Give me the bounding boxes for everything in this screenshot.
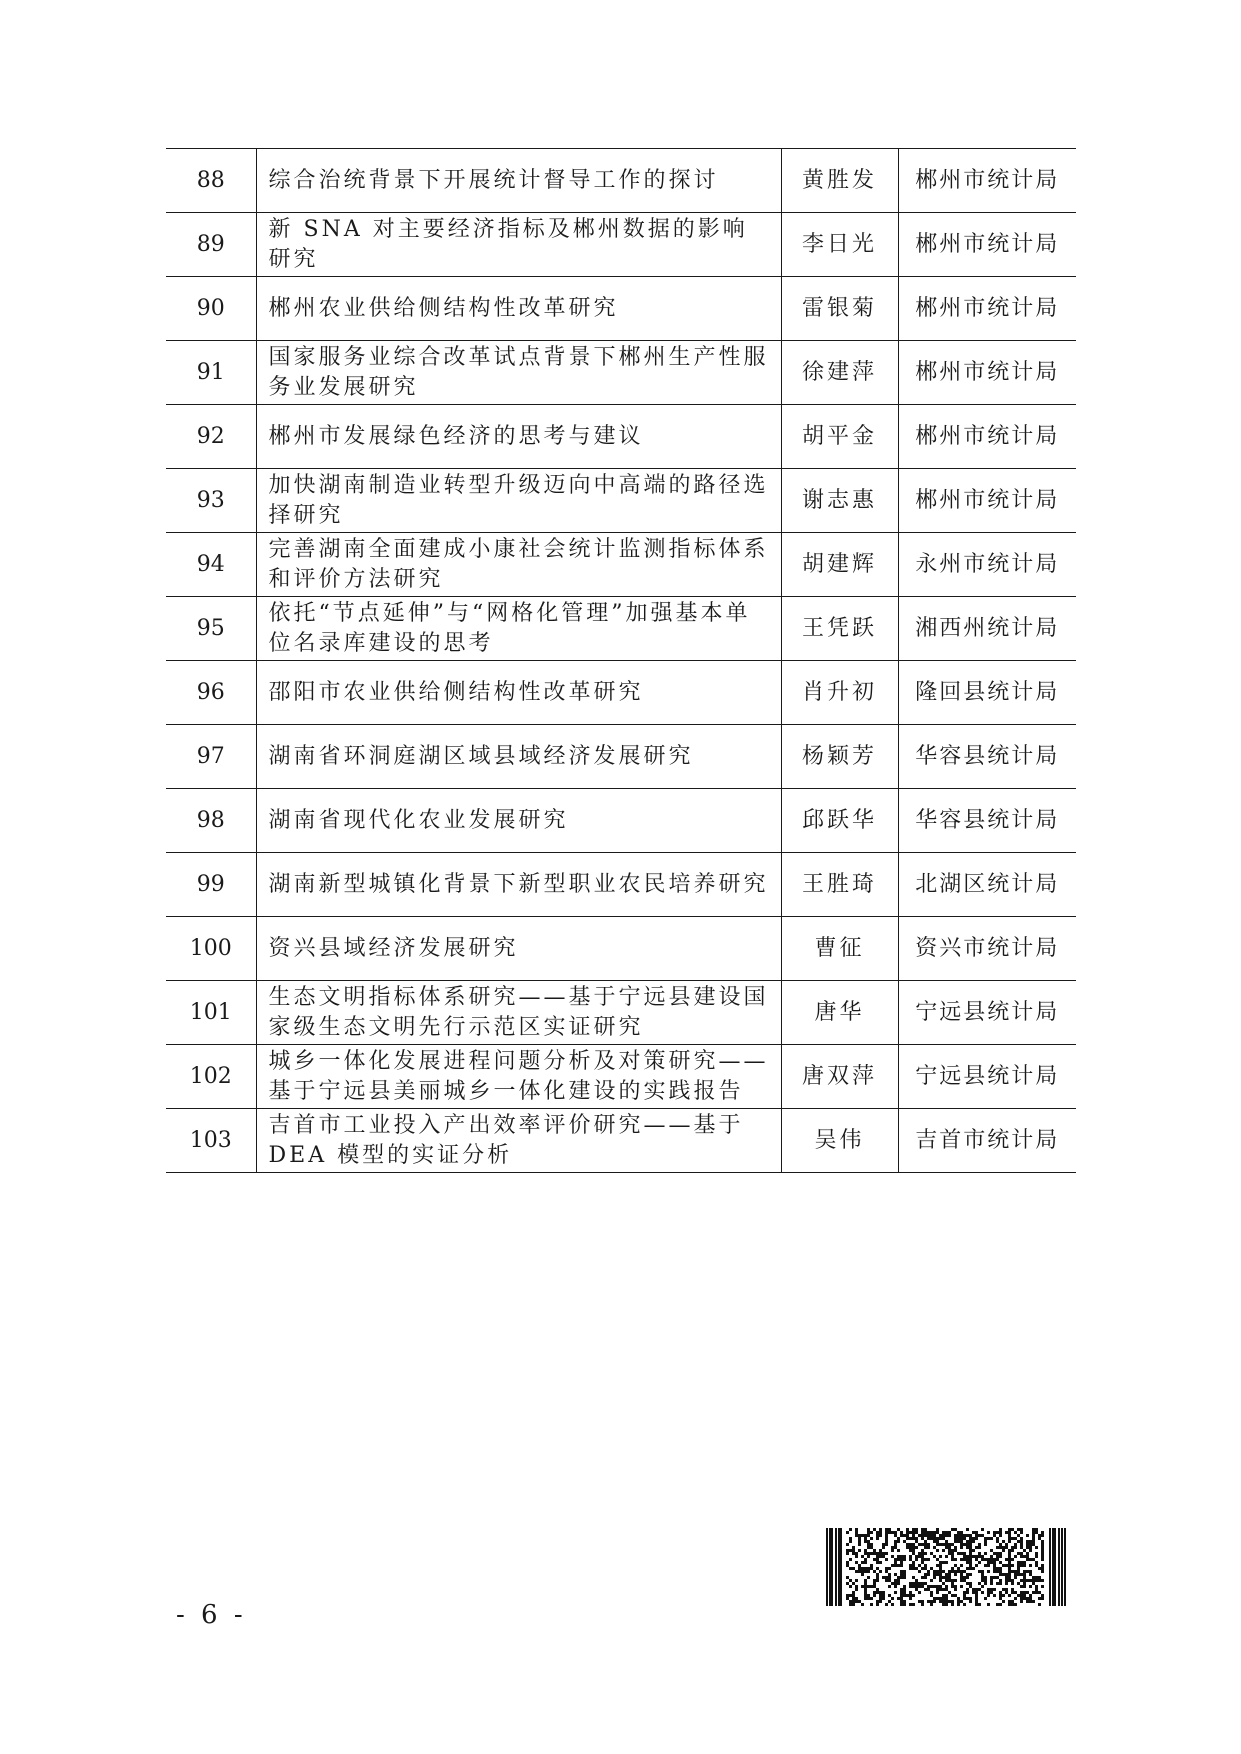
row-author: 吴伟	[781, 1109, 898, 1173]
row-author: 徐建萍	[781, 341, 898, 405]
row-title: 综合治统背景下开展统计督导工作的探讨	[256, 149, 781, 213]
row-title: 邵阳市农业供给侧结构性改革研究	[256, 661, 781, 725]
table-row	[166, 469, 1076, 533]
row-title: 湖南省现代化农业发展研究	[256, 789, 781, 853]
row-number: 92	[166, 405, 256, 469]
row-title: 湖南新型城镇化背景下新型职业农民培养研究	[256, 853, 781, 917]
row-title: 依托“节点延伸”与“网格化管理”加强基本单位名录库建设的思考	[256, 597, 781, 661]
row-author: 邱跃华	[781, 789, 898, 853]
row-title: 生态文明指标体系研究——基于宁远县建设国家级生态文明先行示范区实证研究	[256, 981, 781, 1045]
row-number: 89	[166, 213, 256, 277]
row-number: 95	[166, 597, 256, 661]
row-number: 99	[166, 853, 256, 917]
row-organization: 郴州市统计局	[898, 469, 1076, 533]
row-author: 李日光	[781, 213, 898, 277]
row-title: 湖南省环洞庭湖区域县域经济发展研究	[256, 725, 781, 789]
row-number: 90	[166, 277, 256, 341]
document-table	[166, 148, 1076, 1173]
row-organization: 吉首市统计局	[898, 1109, 1076, 1173]
row-author: 唐双萍	[781, 1045, 898, 1109]
row-number: 100	[166, 917, 256, 981]
table-row	[166, 597, 1076, 661]
table-row	[166, 725, 1076, 789]
table-row	[166, 1109, 1076, 1173]
table-row	[166, 533, 1076, 597]
table-row	[166, 917, 1076, 981]
row-organization: 郴州市统计局	[898, 277, 1076, 341]
row-organization: 华容县统计局	[898, 789, 1076, 853]
row-number: 96	[166, 661, 256, 725]
row-author: 王凭跃	[781, 597, 898, 661]
row-author: 雷银菊	[781, 277, 898, 341]
row-title: 完善湖南全面建成小康社会统计监测指标体系和评价方法研究	[256, 533, 781, 597]
row-author: 肖升初	[781, 661, 898, 725]
row-number: 94	[166, 533, 256, 597]
table-row	[166, 341, 1076, 405]
row-number: 97	[166, 725, 256, 789]
row-title: 加快湖南制造业转型升级迈向中高端的路径选择研究	[256, 469, 781, 533]
row-title: 城乡一体化发展进程问题分析及对策研究——基于宁远县美丽城乡一体化建设的实践报告	[256, 1045, 781, 1109]
row-number: 93	[166, 469, 256, 533]
page-number: - 6 -	[176, 1600, 247, 1630]
row-organization: 北湖区统计局	[898, 853, 1076, 917]
row-organization: 郴州市统计局	[898, 149, 1076, 213]
table-body	[166, 149, 1076, 1173]
row-organization: 郴州市统计局	[898, 213, 1076, 277]
row-author: 杨颖芳	[781, 725, 898, 789]
table-row	[166, 981, 1076, 1045]
row-organization: 隆回县统计局	[898, 661, 1076, 725]
row-author: 黄胜发	[781, 149, 898, 213]
row-organization: 资兴市统计局	[898, 917, 1076, 981]
row-number: 98	[166, 789, 256, 853]
row-organization: 湘西州统计局	[898, 597, 1076, 661]
row-organization: 郴州市统计局	[898, 341, 1076, 405]
row-title: 郴州农业供给侧结构性改革研究	[256, 277, 781, 341]
table-row	[166, 213, 1076, 277]
table-row	[166, 1045, 1076, 1109]
row-organization: 宁远县统计局	[898, 1045, 1076, 1109]
row-number: 102	[166, 1045, 256, 1109]
row-author: 曹征	[781, 917, 898, 981]
row-title: 资兴县域经济发展研究	[256, 917, 781, 981]
row-number: 103	[166, 1109, 256, 1173]
table-row	[166, 149, 1076, 213]
barcode-image	[826, 1528, 1066, 1606]
row-author: 谢志惠	[781, 469, 898, 533]
row-organization: 郴州市统计局	[898, 405, 1076, 469]
table-row	[166, 405, 1076, 469]
row-organization: 宁远县统计局	[898, 981, 1076, 1045]
table-row	[166, 661, 1076, 725]
table-row	[166, 277, 1076, 341]
table-row	[166, 789, 1076, 853]
row-author: 唐华	[781, 981, 898, 1045]
row-title: 新 SNA 对主要经济指标及郴州数据的影响研究	[256, 213, 781, 277]
row-number: 101	[166, 981, 256, 1045]
row-title: 吉首市工业投入产出效率评价研究——基于DEA 模型的实证分析	[256, 1109, 781, 1173]
row-title: 郴州市发展绿色经济的思考与建议	[256, 405, 781, 469]
row-author: 胡平金	[781, 405, 898, 469]
row-author: 王胜琦	[781, 853, 898, 917]
row-title: 国家服务业综合改革试点背景下郴州生产性服务业发展研究	[256, 341, 781, 405]
row-organization: 华容县统计局	[898, 725, 1076, 789]
row-author: 胡建辉	[781, 533, 898, 597]
row-organization: 永州市统计局	[898, 533, 1076, 597]
row-number: 88	[166, 149, 256, 213]
row-number: 91	[166, 341, 256, 405]
table-row	[166, 853, 1076, 917]
